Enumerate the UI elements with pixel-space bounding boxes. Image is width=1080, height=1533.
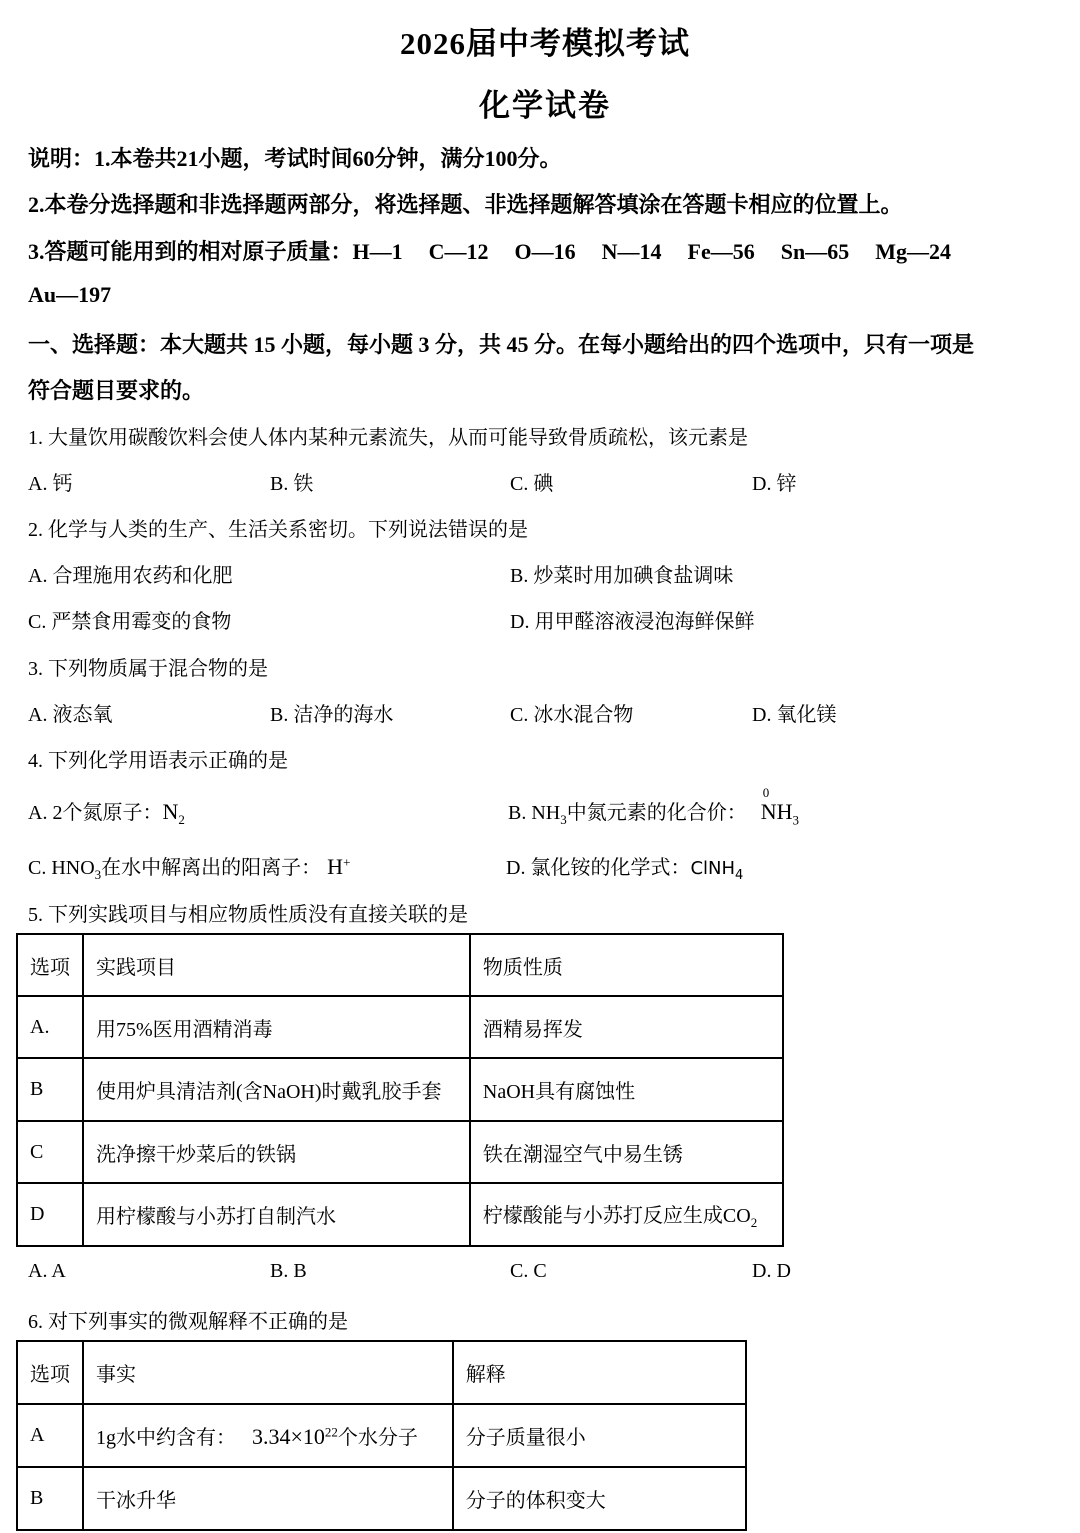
instruction-line-3 [28,235,977,266]
q5-row-c-property: 铁在潮湿空气中易生锈 [470,1121,783,1183]
section-heading-line-2: 符合题目要求的。 [28,378,205,403]
q5-row-d-option: D [17,1183,83,1246]
q6-header-option: 选项 [17,1341,83,1404]
q4-option-b-formula-wrap [760,785,800,828]
q5-row-c-practice: 洗净擦干炒菜后的铁锅 [83,1121,470,1183]
q6-row-a-explanation: 分子质量很小 [453,1404,746,1467]
instruction-line-4: Au—197 [28,282,112,307]
table-row [17,1467,746,1530]
q6-header-explanation: 解释 [453,1341,746,1404]
q5-option-d: D. D [752,1260,791,1282]
q4-option-a-formula: N [162,799,179,824]
q1-option-d: D. 锌 [752,473,797,495]
atomic-mass-h: H—1 [352,239,403,264]
atomic-mass-fe: Fe—56 [687,239,755,264]
q5-table-header-row [17,934,783,996]
q4-option-d-text: D. 氯化铵的化学式： [506,857,691,879]
q4-option-a [28,796,185,828]
table-row [17,1404,746,1467]
q2-option-b: B. 炒菜时用加碘食盐调味 [510,565,734,587]
q4-option-a-text: A. 2个氮原子： [28,802,163,824]
q4-option-b-subscript-1: 3 [560,812,567,827]
q4-option-c-text-2: 在水中解离出的阳离子： [101,857,322,879]
q6-header-fact: 事实 [83,1341,453,1404]
q4-option-c-superscript: + [343,854,351,870]
atomic-mass-n: N—14 [601,239,662,264]
table-row [17,1121,783,1183]
q5-row-c-option: C [17,1121,83,1183]
instruction-line-1: 说明：1.本卷共21小题，考试时间60分钟，满分100分。 [28,146,562,171]
question-2-stem: 2. 化学与人类的生产、生活关系密切。下列说法错误的是 [28,519,528,541]
q5-option-b: B. B [270,1260,307,1282]
question-5-table [16,933,784,1247]
q5-row-a-property: 酒精易挥发 [470,996,783,1058]
q1-option-b: B. 铁 [270,473,314,495]
exam-subtitle: 化学试卷 [479,88,611,123]
q6-row-a-exponent: 22 [324,1424,338,1440]
q6-row-b-explanation: 分子的体积变大 [453,1467,746,1530]
q4-option-d-subscript: 4 [735,868,744,883]
q4-option-b-text-2: 中氮元素的化合价： [566,802,747,824]
section-heading-line-1: 一、选择题：本大题共 15 小题，每小题 3 分，共 45 分。在每小题给出的四个选项中，只有一项是 [28,332,975,357]
q5-row-d-property-cell [470,1183,783,1246]
q5-row-d-practice: 用柠檬酸与小苏打自制汽水 [83,1183,470,1246]
q5-row-a-practice: 用75%医用酒精消毒 [83,996,470,1058]
q6-row-a-fact-text: 1g水中约含有： [96,1427,236,1449]
q5-header-practice: 实践项目 [83,934,470,996]
q2-option-a: A. 合理施用农药和化肥 [28,565,233,587]
q2-option-d: D. 用甲醛溶液浸泡海鲜保鲜 [510,611,755,633]
q3-option-d: D. 氧化镁 [752,704,837,726]
q6-row-b-fact: 干冰升华 [83,1467,453,1530]
atomic-mass-sn: Sn—65 [780,239,850,264]
q4-option-c [28,851,350,883]
q2-option-c: C. 严禁食用霉变的食物 [28,611,232,633]
q4-option-d [506,851,743,883]
q6-row-a-option: A [17,1404,83,1467]
q4-option-d-formula: ClNH [690,858,736,879]
q5-option-c: C. C [510,1260,547,1282]
question-6-table [16,1340,747,1531]
q6-row-b-option: B [17,1467,83,1530]
q5-header-option: 选项 [17,934,83,996]
q4-option-b-subscript-2: 3 [792,812,800,828]
question-1-stem: 1. 大量饮用碳酸饮料会使人体内某种元素流失，从而可能导致骨质疏松，该元素是 [28,427,748,449]
question-5-stem: 5. 下列实践项目与相应物质性质没有直接关联的是 [28,904,468,926]
q3-option-a: A. 液态氧 [28,704,113,726]
q6-row-a-number: 3.34×10 [252,1424,325,1449]
q4-option-b-valence: 0 [762,785,770,800]
q4-option-c-subscript: 3 [94,867,102,882]
instruction-line-2: 2.本卷分选择题和非选择题两部分，将选择题、非选择题解答填涂在答题卡相应的位置上。 [28,192,903,217]
atomic-mass-c: C—12 [428,239,489,264]
q4-option-c-formula: H [327,854,344,879]
q5-row-d-property: 柠檬酸能与小苏打反应生成CO [482,1204,751,1227]
q5-header-property: 物质性质 [470,934,783,996]
exam-title: 2026届中考模拟考试 [400,26,690,61]
q4-option-a-subscript: 2 [178,812,185,827]
q4-option-b-formula: NH [760,799,793,824]
atomic-mass-mg: Mg—24 [875,239,951,264]
q6-table-header-row [17,1341,746,1404]
atomic-mass-o: O—16 [514,239,576,264]
q4-option-c-text: C. HNO [28,857,95,879]
q3-option-c: C. 冰水混合物 [510,704,634,726]
table-row [17,1058,783,1121]
q5-row-b-property: NaOH具有腐蚀性 [470,1058,783,1121]
q5-row-b-practice: 使用炉具清洁剂(含NaOH)时戴乳胶手套 [83,1058,470,1121]
q4-option-b [508,785,800,828]
q5-row-d-subscript: 2 [750,1214,758,1230]
q1-option-c: C. 碘 [510,473,554,495]
q5-option-a: A. A [28,1260,66,1282]
question-6-stem: 6. 对下列事实的微观解释不正确的是 [28,1311,348,1333]
q5-row-a-option: A. [17,996,83,1058]
table-row [17,1183,783,1246]
q5-row-b-option: B [17,1058,83,1121]
q6-row-a-fact-suffix: 个水分子 [337,1427,418,1449]
question-4-stem: 4. 下列化学用语表示正确的是 [28,750,288,772]
q4-option-b-text: B. NH [508,802,561,824]
q3-option-b: B. 洁净的海水 [270,704,394,726]
atomic-mass-lead: 3.答题可能用到的相对原子质量： [28,239,353,264]
q6-row-a-fact-cell [83,1404,453,1467]
q1-option-a: A. 钙 [28,473,73,495]
question-3-stem: 3. 下列物质属于混合物的是 [28,658,268,680]
table-row [17,996,783,1058]
